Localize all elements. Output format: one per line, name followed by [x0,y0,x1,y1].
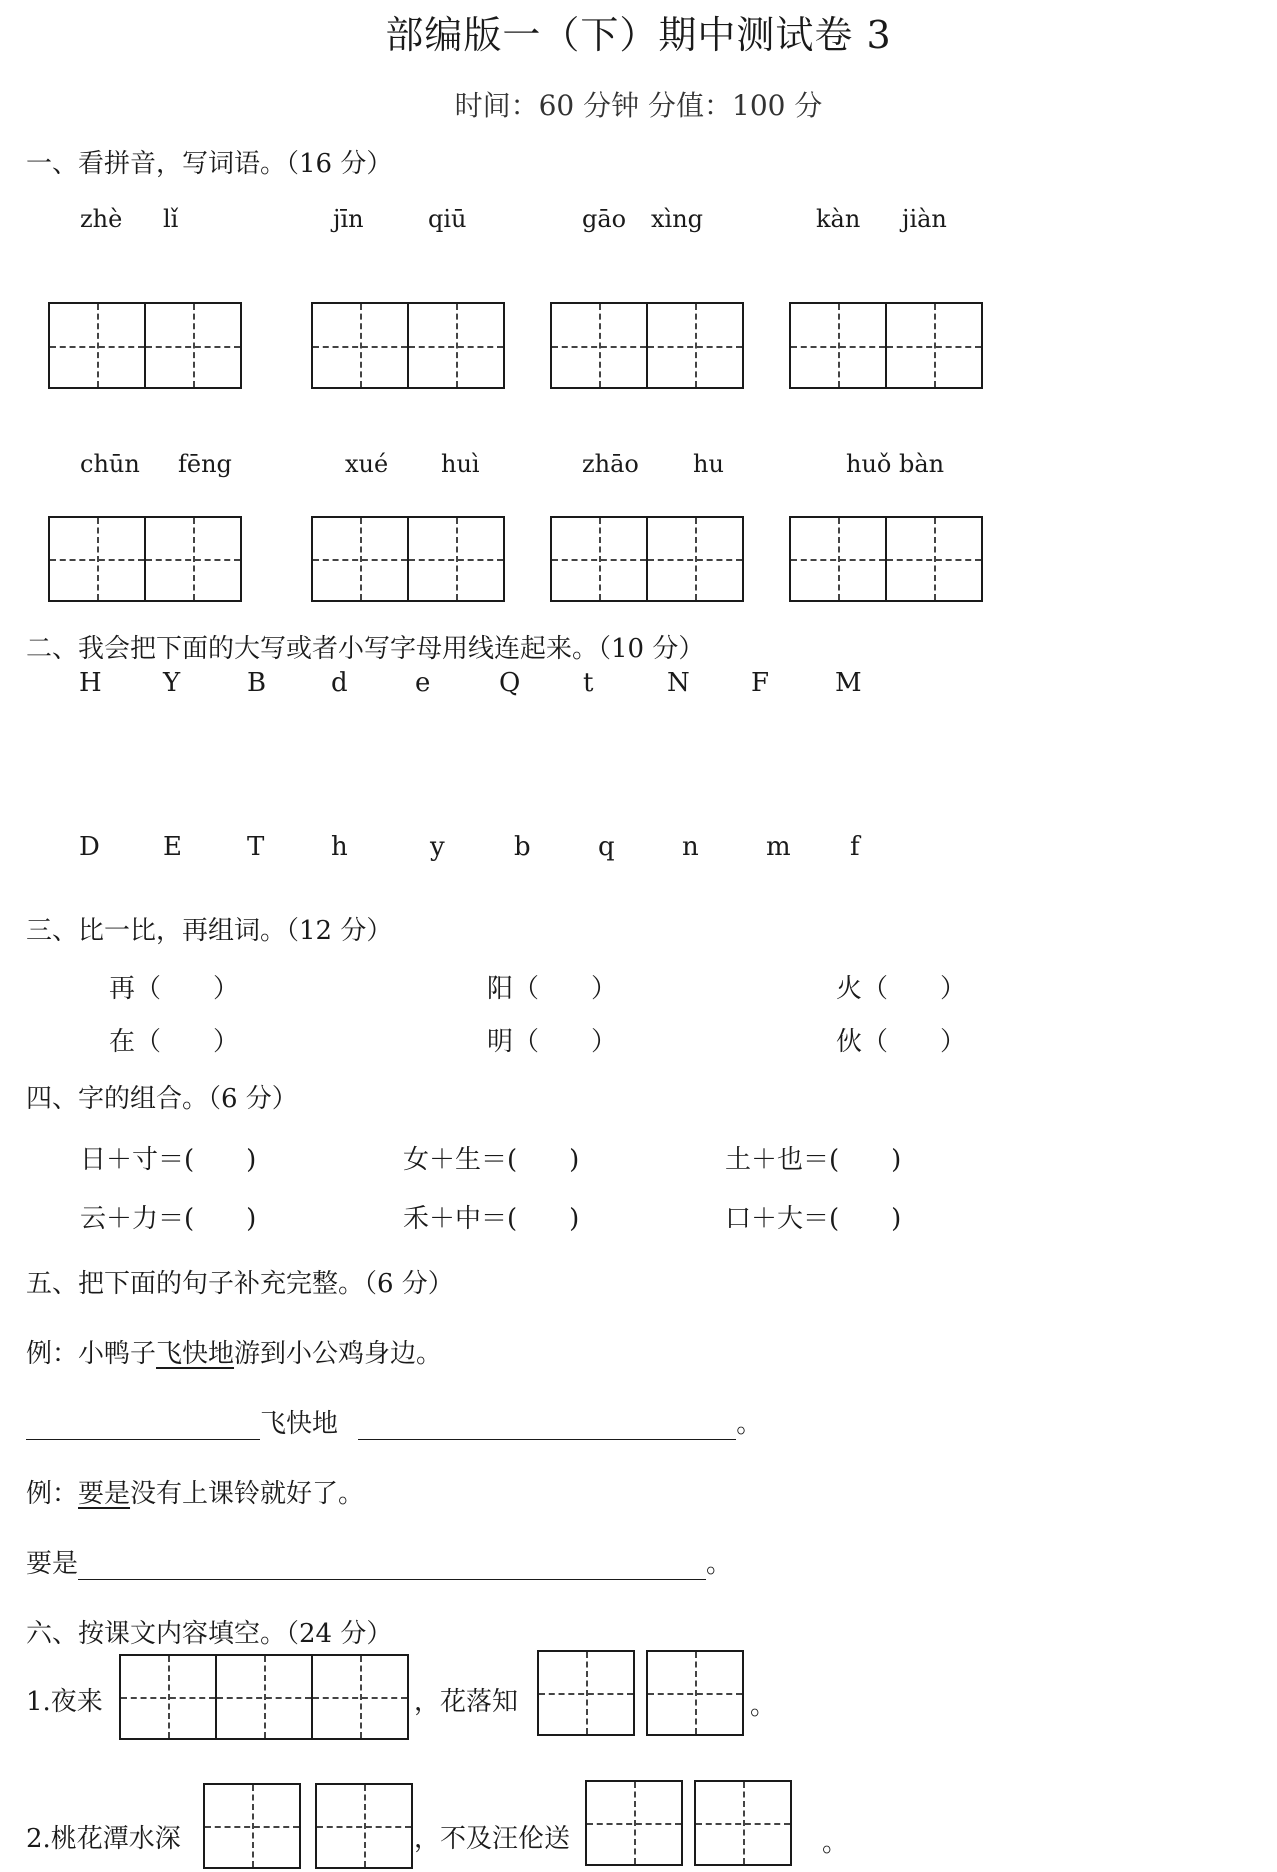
letter[interactable]: e [415,668,431,698]
example-text: 没有上课铃就好了。 [130,1479,365,1509]
tian-grid-box[interactable] [789,516,983,602]
fill-end: 。 [736,1409,763,1439]
pinyin: hu [693,450,724,478]
letter[interactable]: f [850,832,860,862]
fill-word: 要是 [26,1549,79,1579]
letter[interactable]: N [667,668,690,698]
combine-item[interactable]: 云＋力＝( ) [80,1204,257,1234]
compare-item[interactable]: 明（ ） [487,1027,618,1057]
tian-grid-box[interactable] [48,302,242,389]
pinyin: huì [441,450,480,478]
letter[interactable]: d [331,668,348,698]
page-title: 部编版一（下）期中测试卷 3 [385,13,892,57]
section5-heading: 五、把下面的句子补充完整。（6 分） [26,1269,454,1299]
letter[interactable]: t [583,668,594,698]
poem-line-2-mid: ，不及汪伦送 [414,1824,571,1854]
pinyin: jiàn [902,205,947,233]
letter[interactable]: H [79,668,102,698]
poem-line-2-prefix: 2.桃花潭水深 [26,1824,181,1854]
letter[interactable]: q [598,832,615,862]
compare-item[interactable]: 伙（ ） [836,1027,967,1057]
tian-grid-box[interactable] [315,1783,413,1869]
fill-blank[interactable] [26,1409,260,1440]
letter[interactable]: h [331,832,348,862]
pinyin: gāo [582,205,627,233]
tian-grid-box[interactable] [311,302,505,389]
example-underlined: 飞快地 [156,1339,235,1369]
letter[interactable]: E [163,832,182,862]
combine-item[interactable]: 口＋大＝( ) [725,1204,902,1234]
combine-item[interactable]: 土＋也＝( ) [725,1145,902,1175]
section6-heading: 六、按课文内容填空。（24 分） [26,1619,393,1649]
compare-item[interactable]: 阳（ ） [487,974,618,1004]
fill-sentence-2 [26,1543,732,1580]
pinyin: kàn [816,205,861,233]
fill-blank[interactable] [78,1549,706,1580]
example-text: 例：小鸭子 [26,1339,157,1369]
poem-line-1-end: 。 [750,1691,777,1721]
example-text: 例： [26,1479,79,1509]
page-subtitle: 时间：60 分钟 分值：100 分 [454,89,823,122]
letter[interactable]: y [430,832,445,862]
tian-grid-box[interactable] [694,1780,792,1866]
tian-grid-box[interactable] [550,516,744,602]
example-underlined: 要是 [78,1479,131,1509]
example-sentence-2 [26,1473,364,1510]
poem-line-1-prefix: 1.夜来 [26,1687,103,1717]
pinyin: fēng [178,450,232,478]
pinyin: zhāo [582,450,639,478]
tian-grid-box[interactable] [48,516,242,602]
combine-item[interactable]: 禾＋中＝( ) [403,1204,580,1234]
letter[interactable]: Y [163,668,181,698]
pinyin: zhè [80,205,123,233]
poem-line-2-end: 。 [822,1828,849,1858]
compare-item[interactable]: 在（ ） [109,1027,240,1057]
compare-item[interactable]: 再（ ） [109,974,240,1004]
combine-item[interactable]: 日＋寸＝( ) [80,1145,257,1175]
tian-grid-box[interactable] [537,1650,635,1736]
letter[interactable]: n [682,832,699,862]
tian-grid-box[interactable] [789,302,983,389]
letter[interactable]: b [514,832,531,862]
letter[interactable]: Q [499,668,521,698]
letter[interactable]: B [247,668,267,698]
letter[interactable]: M [835,668,862,698]
tian-grid-box[interactable] [550,302,744,389]
pinyin: xìng [651,205,704,233]
compare-item[interactable]: 火（ ） [836,974,967,1004]
fill-word: 飞快地 [260,1409,339,1439]
tian-grid-box[interactable] [585,1780,683,1866]
pinyin: xué [345,450,389,478]
example-text: 游到小公鸡身边。 [234,1339,443,1369]
letter[interactable]: m [766,832,791,862]
fill-end: 。 [706,1549,733,1579]
example-sentence-1 [26,1333,442,1370]
letter[interactable]: F [751,668,770,698]
fill-sentence-1 [26,1403,762,1440]
tian-grid-box[interactable] [119,1654,409,1740]
pinyin: huǒ bàn [846,450,945,478]
fill-blank[interactable] [358,1409,736,1440]
letter[interactable]: D [79,832,100,862]
tian-grid-box[interactable] [646,1650,744,1736]
section4-heading: 四、字的组合。（6 分） [26,1084,298,1114]
pinyin: qiū [428,205,467,233]
pinyin: lǐ [163,205,179,233]
section1-heading: 一、看拼音，写词语。（16 分） [26,149,393,179]
letter[interactable]: T [247,832,265,862]
section2-heading: 二、我会把下面的大写或者小写字母用线连起来。（10 分） [26,634,705,664]
combine-item[interactable]: 女＋生＝( ) [403,1145,580,1175]
poem-line-1-mid: ，花落知 [414,1687,519,1717]
section3-heading: 三、比一比，再组词。（12 分） [26,916,393,946]
tian-grid-box[interactable] [203,1783,301,1869]
pinyin: chūn [80,450,140,478]
pinyin: jīn [333,205,364,233]
tian-grid-box[interactable] [311,516,505,602]
